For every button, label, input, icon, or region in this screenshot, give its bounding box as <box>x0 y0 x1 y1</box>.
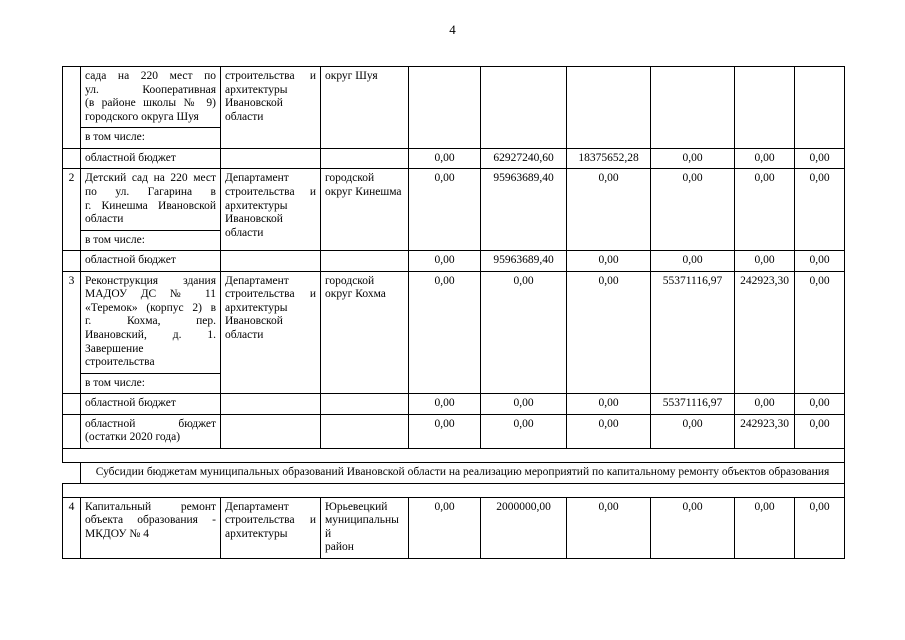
value-cell: 0,00 <box>409 497 481 558</box>
value-cell: 0,00 <box>409 148 481 169</box>
page-number: 4 <box>449 22 456 37</box>
value-cell: 0,00 <box>567 394 651 415</box>
row-number: 4 <box>63 497 81 558</box>
department: Департамент строительства и архитектуры <box>221 497 321 558</box>
value-cell: 0,00 <box>735 148 795 169</box>
value-cell: 0,00 <box>409 169 481 251</box>
value-cell <box>651 67 735 149</box>
value-cell: 0,00 <box>567 271 651 394</box>
municipality: городской округ Кинешма <box>321 169 409 251</box>
department <box>221 394 321 415</box>
value-cell: 0,00 <box>567 414 651 448</box>
value-cell <box>481 67 567 149</box>
value-cell: 0,00 <box>735 169 795 251</box>
value-cell: 0,00 <box>651 497 735 558</box>
value-cell: 95963689,40 <box>481 251 567 272</box>
department <box>221 414 321 448</box>
municipality <box>321 394 409 415</box>
value-cell: 242923,30 <box>735 414 795 448</box>
value-cell: 0,00 <box>795 414 845 448</box>
table-row <box>63 271 845 373</box>
table-row <box>63 148 845 169</box>
municipality: городской округ Кохма <box>321 271 409 394</box>
value-cell: 0,00 <box>795 169 845 251</box>
department: строительства и архитектуры Ивановской области <box>221 67 321 149</box>
value-cell: 55371116,97 <box>651 271 735 394</box>
value-cell: 0,00 <box>795 251 845 272</box>
inclusive-label: в том числе: <box>81 230 221 251</box>
value-cell: 0,00 <box>795 148 845 169</box>
value-cell: 242923,30 <box>735 271 795 394</box>
table-spacer <box>63 483 845 497</box>
value-cell: 0,00 <box>409 414 481 448</box>
budget-label: областной бюджет <box>81 251 221 272</box>
spacer-cell <box>63 448 845 462</box>
value-cell <box>735 67 795 149</box>
table-spacer <box>63 448 845 462</box>
value-cell: 0,00 <box>735 251 795 272</box>
value-cell: 0,00 <box>409 251 481 272</box>
department: Департамент строительства и архитектуры Ивановской области <box>221 271 321 394</box>
value-cell: 62927240,60 <box>481 148 567 169</box>
value-cell: 0,00 <box>735 497 795 558</box>
table-section-row <box>63 462 845 483</box>
value-cell: 0,00 <box>481 271 567 394</box>
value-cell <box>567 67 651 149</box>
inclusive-label: в том числе: <box>81 373 221 394</box>
table-row <box>63 251 845 272</box>
value-cell: 0,00 <box>651 148 735 169</box>
municipality <box>321 148 409 169</box>
budget-label: областной бюджет <box>81 148 221 169</box>
municipality: округ Шуя <box>321 67 409 149</box>
value-cell: 0,00 <box>567 169 651 251</box>
value-cell: 0,00 <box>409 271 481 394</box>
object-name: Реконструкция здания МАДОУ ДС № 11 «Теремок» (корпус 2) в г. Кохма, пер. Ивановский, д. 1. Завершение строительства <box>81 271 221 373</box>
value-cell <box>795 67 845 149</box>
row-number <box>63 394 81 415</box>
value-cell: 0,00 <box>795 271 845 394</box>
municipality <box>321 251 409 272</box>
table-row <box>63 414 845 448</box>
section-empty-cell <box>63 462 81 483</box>
value-cell: 0,00 <box>651 169 735 251</box>
department <box>221 251 321 272</box>
value-cell: 0,00 <box>795 394 845 415</box>
budget-table <box>62 66 845 559</box>
value-cell: 55371116,97 <box>651 394 735 415</box>
value-cell: 0,00 <box>795 497 845 558</box>
row-number <box>63 67 81 149</box>
value-cell: 0,00 <box>651 414 735 448</box>
table-row <box>63 497 845 558</box>
department <box>221 148 321 169</box>
table-row <box>63 67 845 128</box>
row-number: 2 <box>63 169 81 251</box>
value-cell: 95963689,40 <box>481 169 567 251</box>
municipality <box>321 414 409 448</box>
value-cell: 0,00 <box>567 497 651 558</box>
value-cell: 0,00 <box>651 251 735 272</box>
section-title: Субсидии бюджетам муниципальных образований Ивановской области на реализацию мероприятий по капитальному ремонту объектов образования <box>81 462 845 483</box>
object-name: Капитальный ремонт объекта образования - МКДОУ № 4 <box>81 497 221 558</box>
value-cell: 0,00 <box>481 394 567 415</box>
value-cell: 18375652,28 <box>567 148 651 169</box>
budget-label: областной бюджет <box>81 394 221 415</box>
value-cell: 0,00 <box>409 394 481 415</box>
row-number <box>63 148 81 169</box>
value-cell: 0,00 <box>481 414 567 448</box>
value-cell: 0,00 <box>567 251 651 272</box>
value-cell: 2000000,00 <box>481 497 567 558</box>
table-row <box>63 394 845 415</box>
table-row <box>63 169 845 230</box>
spacer-cell <box>63 483 845 497</box>
municipality: Юрьевецкий муниципальный район <box>321 497 409 558</box>
budget-table-wrapper <box>62 66 844 559</box>
value-cell <box>409 67 481 149</box>
row-number <box>63 251 81 272</box>
value-cell: 0,00 <box>735 394 795 415</box>
row-number <box>63 414 81 448</box>
row-number: 3 <box>63 271 81 394</box>
budget-label: областной бюджет (остатки 2020 года) <box>81 414 221 448</box>
inclusive-label: в том числе: <box>81 128 221 149</box>
department: Департамент строительства и архитектуры Ивановской области <box>221 169 321 251</box>
object-name: сада на 220 мест по ул. Кооперативная (в районе школы № 9) городского округа Шуя <box>81 67 221 128</box>
object-name: Детский сад на 220 мест по ул. Гагарина в г. Кинешма Ивановской области <box>81 169 221 230</box>
